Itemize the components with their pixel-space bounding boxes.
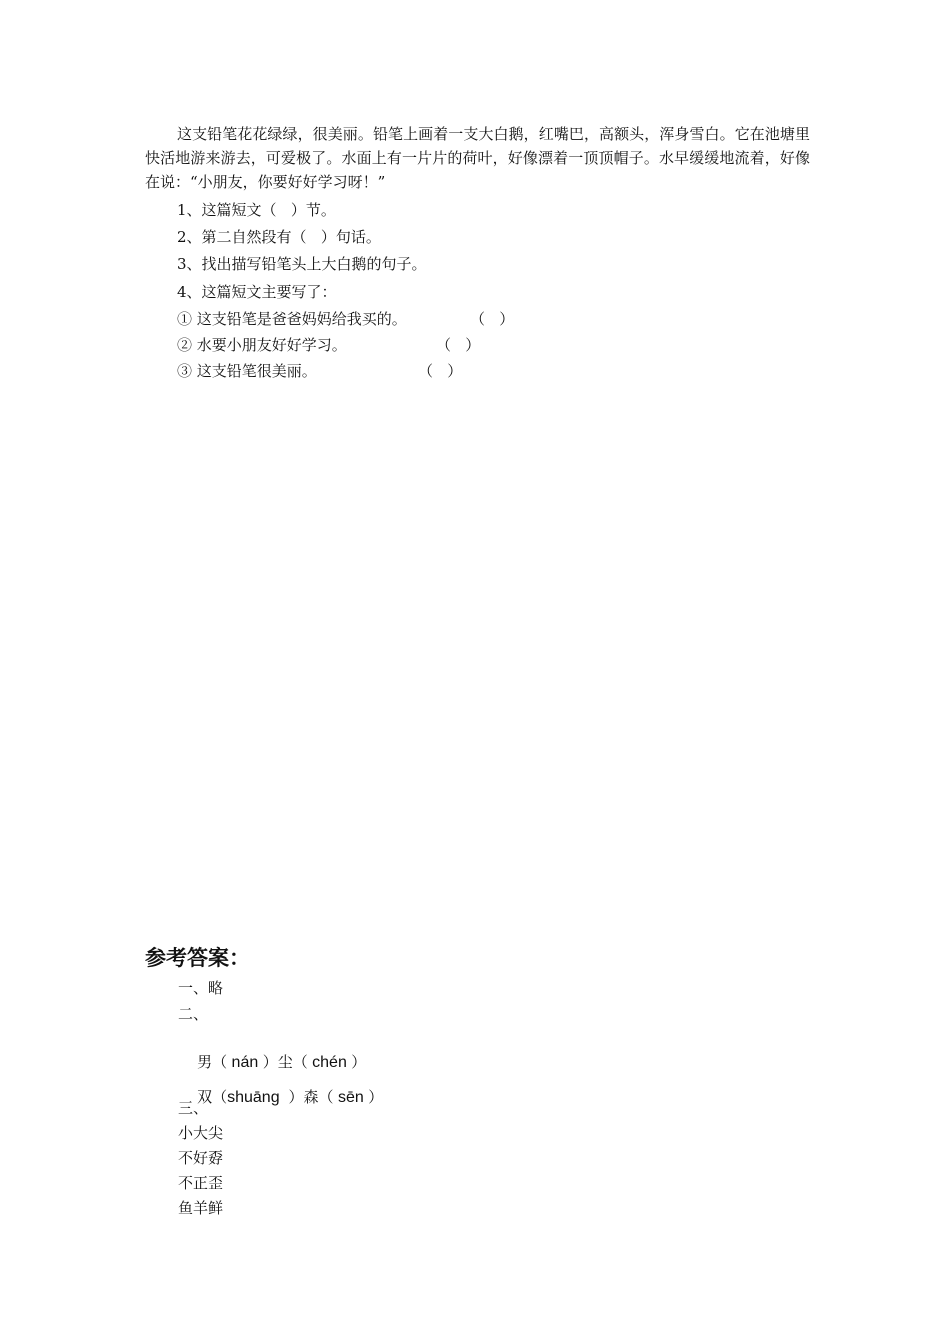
answer-key-heading: 参考答案： xyxy=(145,946,250,970)
pinyin-row-2-close: ） xyxy=(368,1088,384,1106)
pinyin-row-2 xyxy=(178,1067,383,1128)
pinyin-row-2-reading-2: sēn xyxy=(333,1089,369,1106)
answer-section-1: 一、略 xyxy=(178,979,224,997)
pinyin-row-2-char-1: 双（ xyxy=(197,1088,228,1106)
word-list-item: 小大尖 xyxy=(178,1124,224,1142)
pinyin-row-1-char-1: 男（ xyxy=(197,1053,228,1071)
answer-section-2: 二、 xyxy=(178,1005,209,1023)
option-3-text: ③ 这支铅笔很美丽。 xyxy=(177,362,317,380)
pinyin-row-1-close: ） xyxy=(351,1053,367,1071)
option-3-answer-blank: （ ） xyxy=(418,362,463,380)
question-1: 1、这篇短文（ ）节。 xyxy=(177,201,336,219)
pinyin-row-1-reading-2: chén xyxy=(307,1054,352,1071)
reading-passage: 这支铅笔花花绿绿，很美丽。铅笔上画着一支大白鹅，红嘴巴，高额头，浑身雪白。它在池塘里快活地游来游去，可爱极了。水面上有一片片的荷叶，好像漂着一顶顶帽子。水早缓缓地流着，好像在说：“小朋友，你要好好学习呀！” xyxy=(145,125,810,191)
question-2: 2、第二自然段有（ ）句话。 xyxy=(177,228,381,246)
question-3: 3、找出描写铅笔头上大白鹅的句子。 xyxy=(177,255,427,273)
pinyin-row-1-reading-1: nán xyxy=(227,1054,263,1071)
pinyin-row-2-reading-1: shuāng xyxy=(227,1089,289,1106)
word-list-item: 不正歪 xyxy=(178,1174,224,1192)
word-list-item: 鱼羊鲜 xyxy=(178,1199,224,1217)
option-1-text: ① 这支铅笔是爸爸妈妈给我买的。 xyxy=(177,310,407,328)
option-1-answer-blank: （ ） xyxy=(470,310,515,328)
answer-section-3: 三、 xyxy=(178,1099,209,1117)
pinyin-row-2-char-2: ）森（ xyxy=(288,1088,334,1106)
pinyin-row-1-char-2: ）尘（ xyxy=(262,1053,308,1071)
question-4: 4、这篇短文主要写了： xyxy=(177,283,337,301)
word-list-item: 不好孬 xyxy=(178,1149,224,1167)
option-2-text: ② 水要小朋友好好学习。 xyxy=(177,336,347,354)
option-2-answer-blank: （ ） xyxy=(436,336,481,354)
